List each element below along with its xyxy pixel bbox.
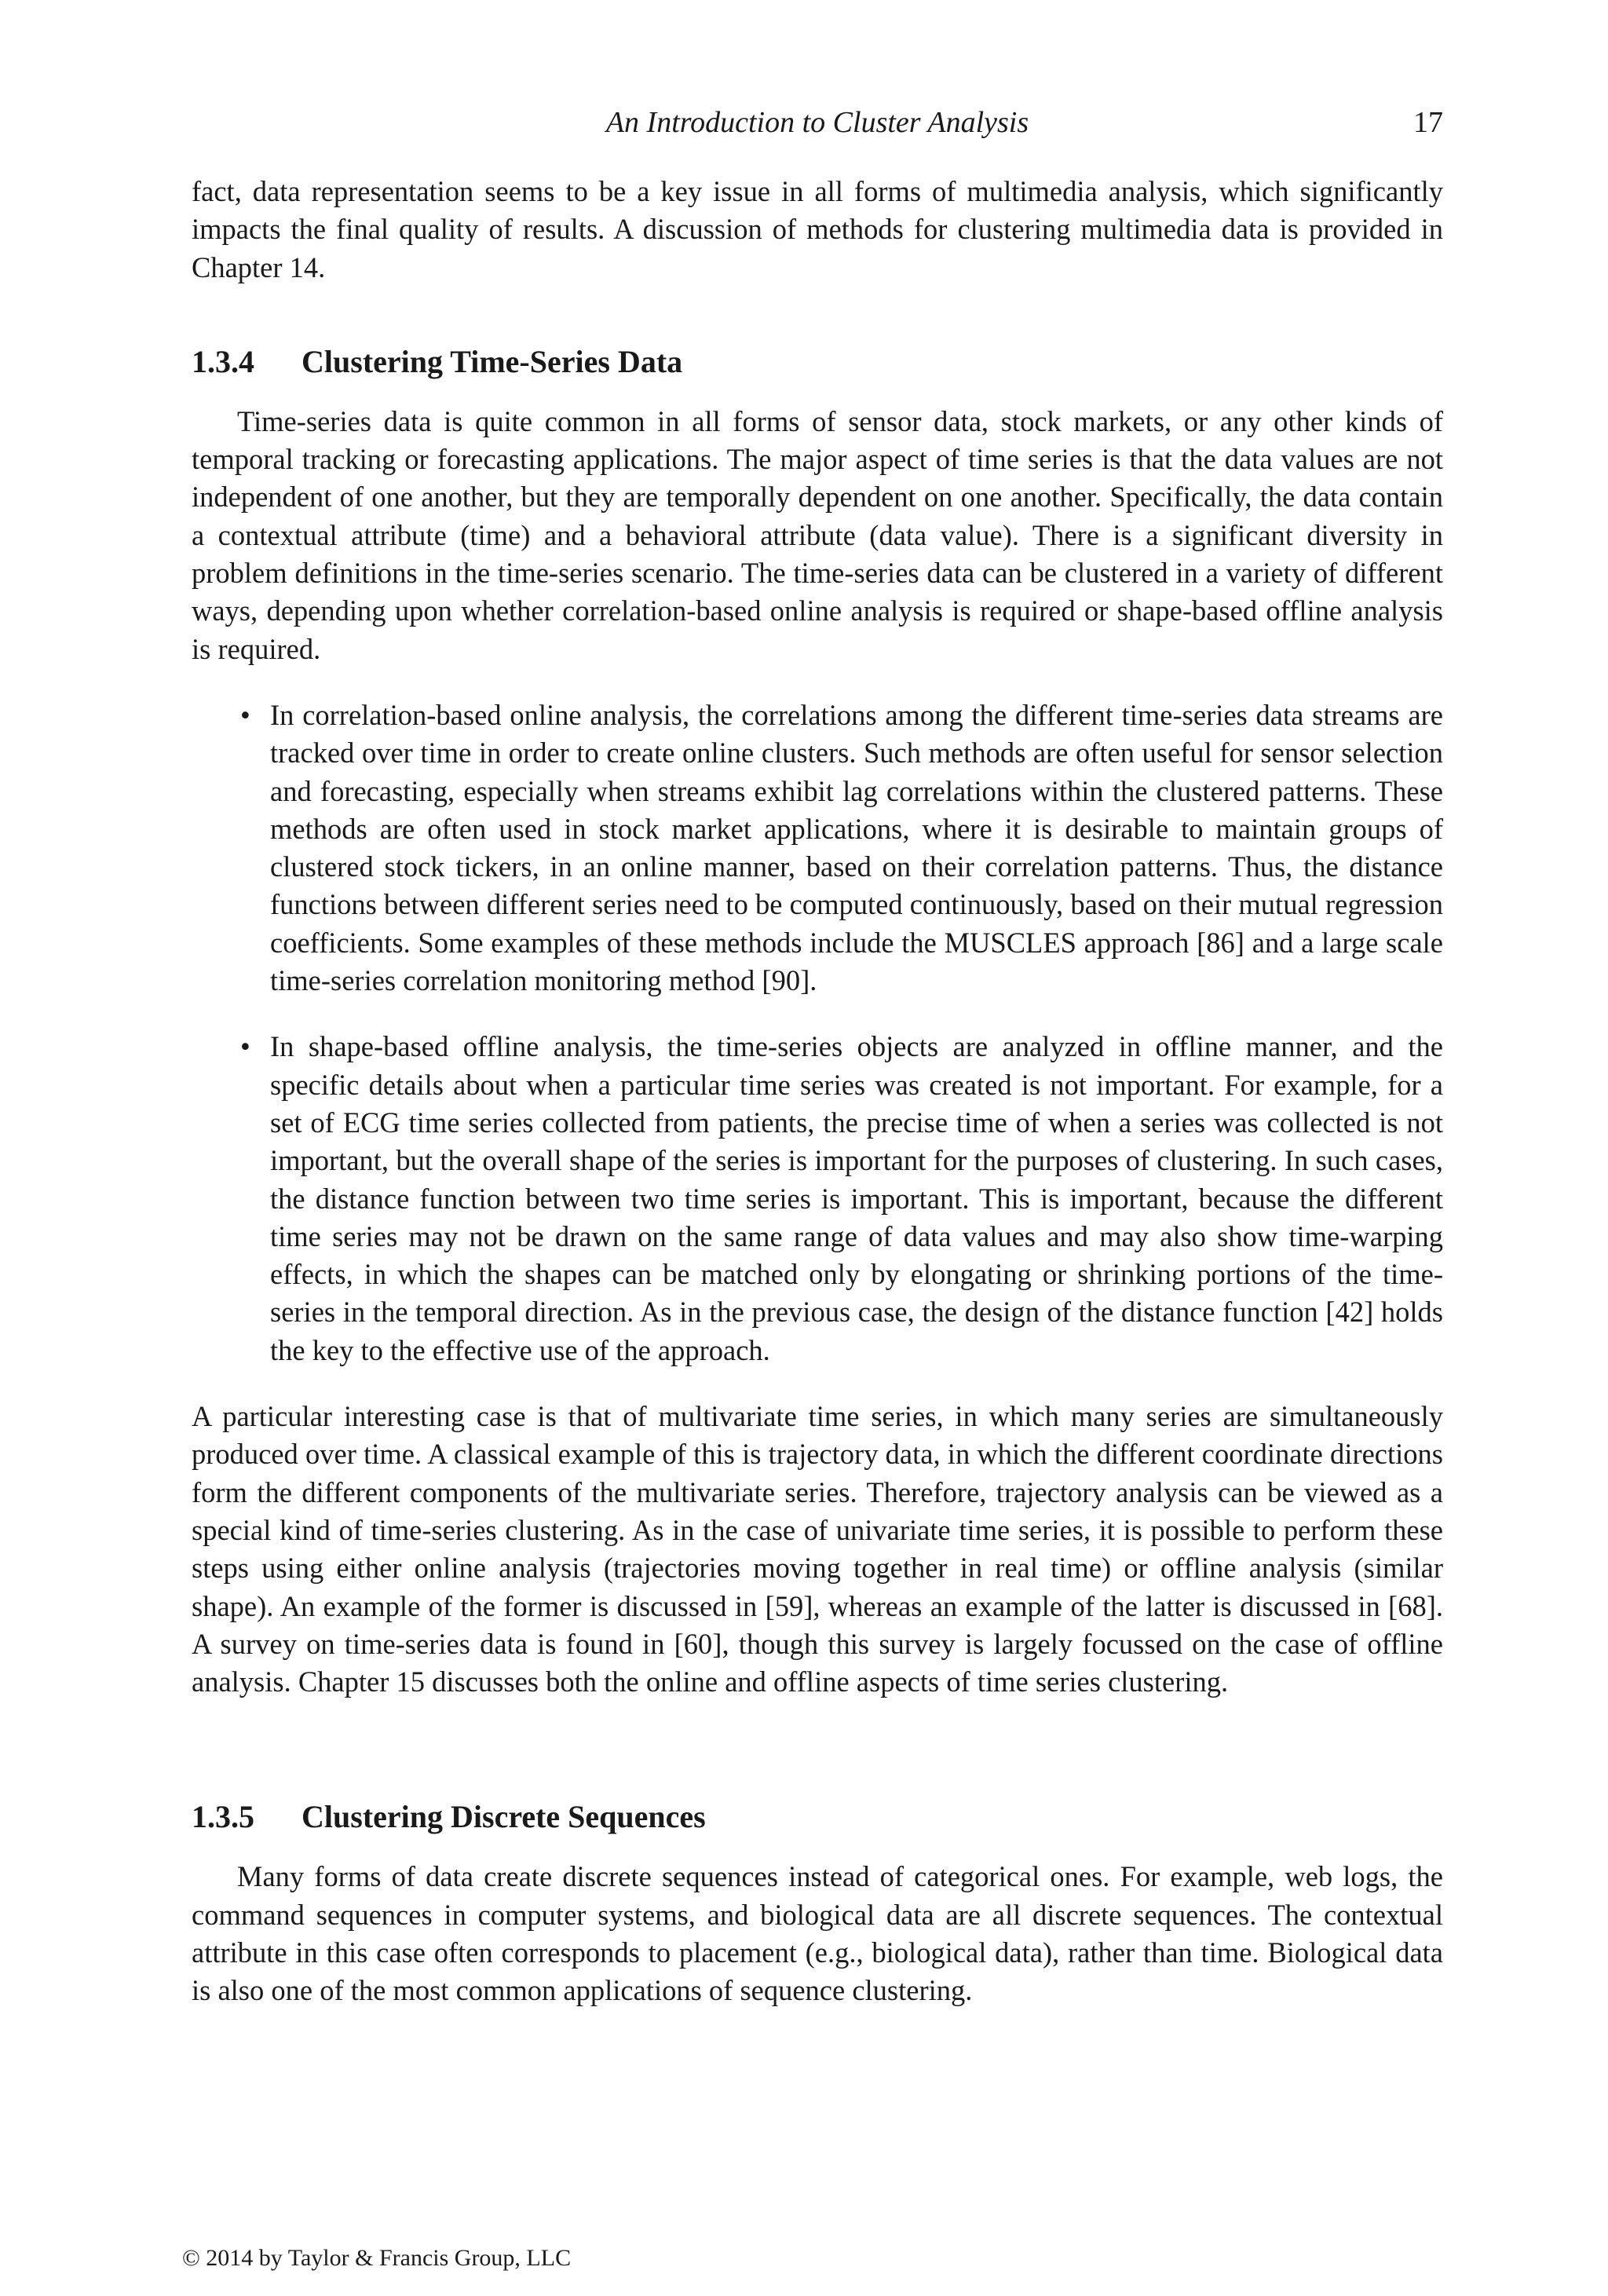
running-title: An Introduction to Cluster Analysis	[605, 106, 1029, 139]
running-head	[192, 101, 1443, 144]
bullet-text: In correlation-based online analysis, the correlations among the different time-series data streams are tracked over time in order to create online clusters. Such methods are often useful for sensor selection and forecasting, especially when streams exhibit lag correlations within the clustered patterns. These methods are often used in stock market applications, where it is desirable to maintain groups of clustered stock tickers, in an online manner, based on their correlation patterns. Thus, the distance functions between different series need to be computed continuously, based on their mutual regression coefficients. Some examples of these methods include the MUSCLES approach [86] and a large scale time-series correlation monitoring method [90].	[270, 698, 1443, 997]
bullet-item-correlation	[192, 696, 1443, 1000]
page-number: 17	[1413, 106, 1443, 139]
discrete-sequences-paragraph: Many forms of data create discrete sequences instead of categorical ones. For example, web logs, the command sequences in computer systems, and biological data are all discrete sequences. The contextual attribute in this case often corresponds to placement (e.g., biological data), rather than time. Biological data is also one of the most common applications of sequence clustering.	[192, 1860, 1443, 2007]
body-text	[192, 173, 1443, 2010]
bullet-item-shape	[192, 1028, 1443, 1369]
section-number: 1.3.4	[192, 343, 254, 379]
intro-paragraph: fact, data representation seems to be a key issue in all forms of multimedia analysis, which significantly impacts the final quality of results. A discussion of methods for clustering multimedia data is provided in Chapter 14.	[192, 175, 1443, 283]
section-heading-1-3-4	[192, 340, 1443, 384]
section-heading-1-3-5	[192, 1795, 1443, 1839]
bullet-icon: •	[240, 1030, 250, 1063]
section-title: Clustering Discrete Sequences	[302, 1799, 706, 1835]
time-series-paragraph: Time-series data is quite common in all forms of sensor data, stock markets, or any other kinds of temporal tracking or forecasting applications. The major aspect of time series is that the data values are not independent of one another, but they are temporally dependent on one another. Specifically, the data contain a contextual attribute (time) and a behavioral attribute (data value). There is a significant diversity in problem definitions in the time-series scenario. The time-series data can be clustered in a variety of different ways, depending upon whether correlation-based online analysis is required or shape-based offline analysis is required.	[192, 404, 1443, 665]
section-number: 1.3.5	[192, 1799, 254, 1835]
bullet-list	[192, 696, 1443, 1369]
section-title: Clustering Time-Series Data	[302, 343, 683, 379]
multivariate-paragraph: A particular interesting case is that of multivariate time series, in which many series are simultaneously produced over time. A classical example of this is trajectory data, in which the different coordinate directions form the different components of the multivariate series. Therefore, trajectory analysis can be viewed as a special kind of time-series clustering. As in the case of univariate time series, it is possible to perform these steps using either online analysis (trajectories moving together in real time) or offline analysis (similar shape). An example of the former is discussed in [59], whereas an example of the latter is discussed in [68]. A survey on time-series data is found in [60], though this survey is largely focussed on the case of offline analysis. Chapter 15 discusses both the online and offline aspects of time series clustering.	[192, 1400, 1443, 1698]
copyright-footer: © 2014 by Taylor & Francis Group, LLC	[182, 2245, 572, 2271]
bullet-icon: •	[240, 698, 250, 731]
bullet-text: In shape-based offline analysis, the time-series objects are analyzed in offline manner, and the specific details about when a particular time series was created is not important. For example, for a set of ECG time series collected from patients, the precise time of when a series was collected is not important, but the overall shape of the series is important for the purposes of clustering. In such cases, the distance function between two time series is important. This is important, because the different time series may not be drawn on the same range of data values and may also show time-warping effects, in which the shapes can be matched only by elongating or shrinking portions of the time-series in the temporal direction. As in the previous case, the design of the distance function [42] holds the key to the effective use of the approach.	[270, 1030, 1443, 1366]
